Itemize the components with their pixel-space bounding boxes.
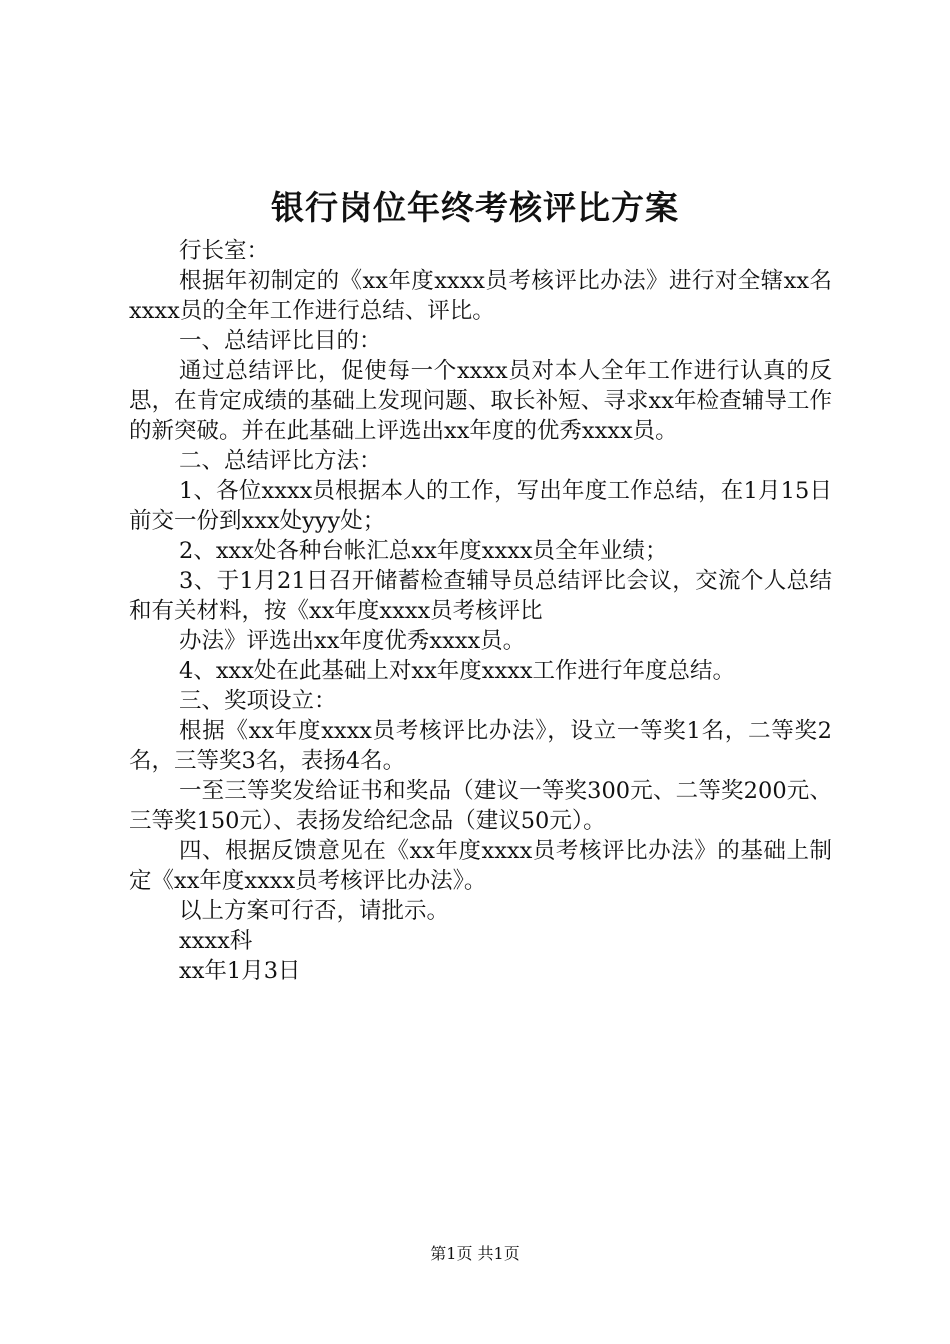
awards-paragraph: 根据《xx年度xxxx员考核评比办法》，设立一等奖1名，二等奖2名，三等奖3名，表扬4名。 xyxy=(129,718,832,774)
salutation: 行长室： xyxy=(179,238,270,264)
method-item-3: 3、于1月21日召开储蓄检查辅导员总结评比会议，交流个人总结和有关材料，按《xx年度xxxx员考核评比 xyxy=(129,568,832,624)
method-item-3-continued: 办法》评选出xx年度优秀xxxx员。 xyxy=(179,628,526,654)
section-heading-method: 二、总结评比方法： xyxy=(179,448,382,474)
prizes-paragraph: 一至三等奖发给证书和奖品（建议一等奖300元、二等奖200元、三等奖150元）、表扬发给纪念品（建议50元）。 xyxy=(129,778,832,834)
section-heading-awards: 三、奖项设立： xyxy=(179,688,337,714)
document-body xyxy=(129,236,832,986)
signature-date: xx年1月3日 xyxy=(179,958,301,984)
signature-department: xxxx科 xyxy=(179,928,253,954)
page-footer: 第1页 共1页 xyxy=(430,1244,520,1263)
closing-request: 以上方案可行否，请批示。 xyxy=(179,898,450,924)
purpose-paragraph: 通过总结评比，促使每一个xxxx员对本人全年工作进行认真的反思，在肯定成绩的基础上发现问题、取长补短、寻求xx年检查辅导工作的新突破。并在此基础上评选出xx年度的优秀xxxx员。 xyxy=(129,358,832,444)
section-heading-purpose: 一、总结评比目的： xyxy=(179,328,382,354)
method-item-1: 1、各位xxxx员根据本人的工作，写出年度工作总结，在1月15日前交一份到xxx处yyy处； xyxy=(129,478,832,534)
method-item-4: 4、xxx处在此基础上对xx年度xxxx工作进行年度总结。 xyxy=(179,658,736,684)
intro-paragraph: 根据年初制定的《xx年度xxxx员考核评比办法》进行对全辖xx名xxxx员的全年工作进行总结、评比。 xyxy=(129,268,832,324)
document-title: 银行岗位年终考核评比方案 xyxy=(271,188,679,227)
method-item-2: 2、xxx处各种台帐汇总xx年度xxxx员全年业绩； xyxy=(179,538,668,564)
section-four-paragraph: 四、根据反馈意见在《xx年度xxxx员考核评比办法》的基础上制定《xx年度xxxx员考核评比办法》。 xyxy=(129,838,832,894)
